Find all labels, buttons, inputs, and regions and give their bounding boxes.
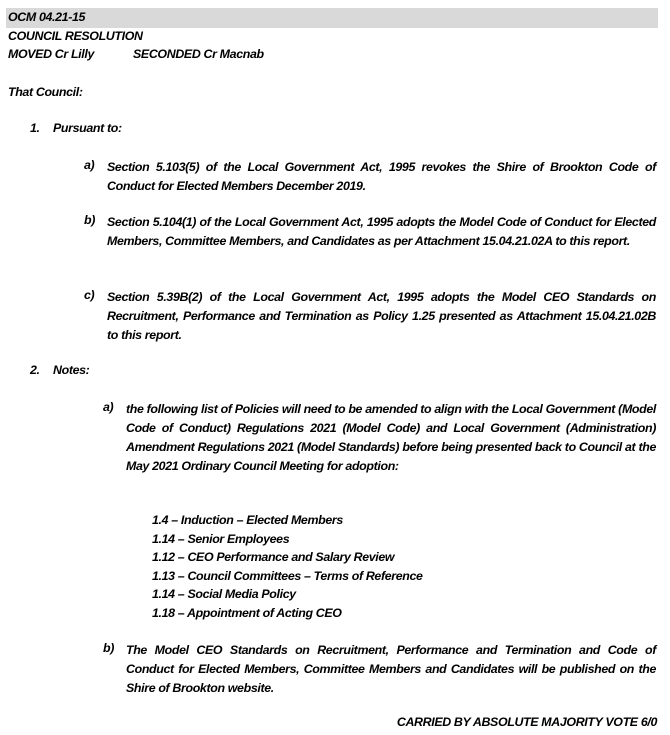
intro-text: That Council:: [8, 85, 83, 99]
vote-result: CARRIED BY ABSOLUTE MAJORITY VOTE 6/0: [396, 715, 657, 729]
seconded-by: SECONDED Cr Macnab: [133, 47, 264, 61]
section-1-heading: Pursuant to:: [53, 121, 122, 135]
moved-by: MOVED Cr Lilly: [8, 47, 94, 61]
policy-item: 1.14 – Senior Employees: [152, 532, 290, 546]
resolution-reference: OCM 04.21-15: [8, 10, 86, 24]
section-2-heading: Notes:: [53, 363, 90, 377]
policy-item: 1.14 – Social Media Policy: [152, 587, 296, 601]
resolution-title: COUNCIL RESOLUTION: [8, 29, 143, 43]
item-1c-label: c): [84, 288, 95, 302]
reference-highlight-bar: [6, 8, 658, 28]
item-1c-text: Section 5.39B(2) of the Local Government Act, 1995 adopts the Model CEO Standards on Recruitment, Performance and Termination as Policy 1.25 presented as Attachment 15.04.21.02B to this report.: [107, 290, 656, 342]
item-2b-text: The Model CEO Standards on Recruitment, Performance and Termination and Code of Conduct for Elected Members, Committee Members and Candidates will be published on the Shire of Brookton website.: [126, 643, 656, 695]
item-2a-label: a): [103, 400, 114, 414]
section-2-number: 2.: [30, 363, 40, 377]
item-1a-text: Section 5.103(5) of the Local Government Act, 1995 revokes the Shire of Brookton Code of Conduct for Elected Members December 2019.: [107, 160, 656, 193]
item-2b-label: b): [103, 641, 114, 655]
policy-item: 1.12 – CEO Performance and Salary Review: [152, 550, 395, 564]
item-1b-text: Section 5.104(1) of the Local Government Act, 1995 adopts the Model Code of Conduct for Elected Members, Committee Members, and Candidates as per Attachment 15.04.21.02A to this report.: [107, 215, 656, 248]
policy-item: 1.13 – Council Committees – Terms of Reference: [152, 569, 423, 583]
section-1-number: 1.: [30, 121, 40, 135]
item-1a-label: a): [84, 158, 95, 172]
item-2a-text: the following list of Policies will need to be amended to align with the Local Government (Model Code of Conduct) Regulations 2021 (Model Code) and Local Government (Administration) Amendment Regulations 2021 (Model Standards) before being presented back to Council at the May 2021 Ordinary Council Meeting for adoption:: [126, 402, 656, 473]
policy-item: 1.18 – Appointment of Acting CEO: [152, 606, 342, 620]
item-1b-label: b): [84, 213, 95, 227]
policy-item: 1.4 – Induction – Elected Members: [152, 513, 343, 527]
